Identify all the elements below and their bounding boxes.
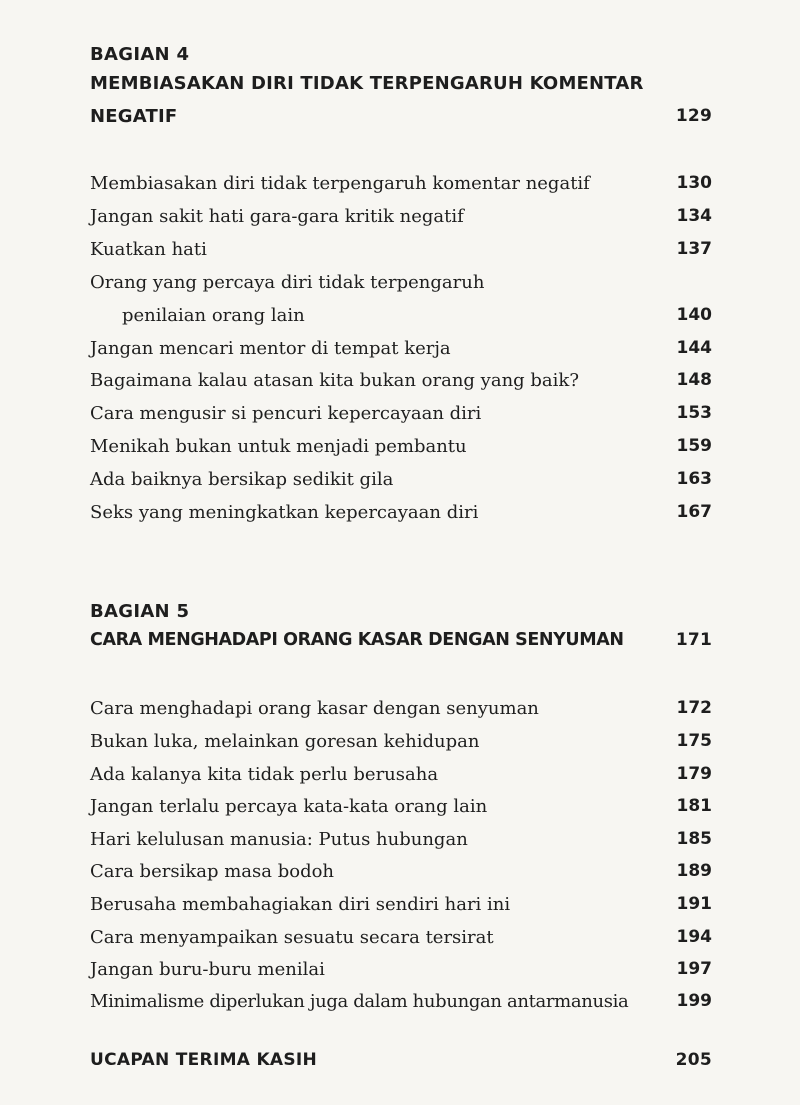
toc-entry[interactable] — [90, 332, 712, 365]
toc-entry-page: 163 — [676, 469, 712, 489]
toc-entry-title: Minimalisme diperlukan juga dalam hubungan antarmanusia — [90, 991, 629, 1012]
acknowledgements-entry[interactable] — [90, 1050, 712, 1070]
toc-entry-title: Cara menyampaikan sesuatu secara tersirat — [90, 927, 494, 948]
toc-entry-page: 148 — [676, 370, 712, 390]
toc-entry[interactable] — [90, 855, 712, 888]
toc-entry-page: 159 — [676, 436, 712, 456]
part-5-title — [90, 624, 712, 657]
part-4-title — [90, 67, 712, 133]
toc-entry[interactable] — [90, 953, 712, 986]
toc-entry-title: Jangan terlalu percaya kata-kata orang lain — [90, 796, 488, 817]
toc-entry-page: 130 — [676, 173, 712, 193]
part-4-page-number: 129 — [675, 106, 712, 126]
toc-entry-title: Bagaimana kalau atasan kita bukan orang yang baik? — [90, 370, 579, 391]
part-4-label: BAGIAN 4 — [90, 44, 190, 65]
toc-entry-title: Cara mengusir si pencuri kepercayaan diri — [90, 403, 482, 424]
toc-entry-page: 199 — [676, 991, 712, 1011]
toc-entry[interactable] — [90, 430, 712, 463]
toc-entry-page: 175 — [676, 731, 712, 751]
toc-entry-title: Jangan sakit hati gara-gara kritik negatif — [90, 206, 464, 227]
toc-entry[interactable] — [90, 823, 712, 856]
acknowledgements-title: UCAPAN TERIMA KASIH — [90, 1050, 318, 1070]
toc-entry[interactable] — [90, 888, 712, 921]
toc-entry[interactable] — [90, 397, 712, 430]
toc-entry-title: Membiasakan diri tidak terpengaruh komentar negatif — [90, 173, 590, 194]
toc-entry[interactable] — [90, 463, 712, 496]
toc-entry[interactable] — [90, 790, 712, 823]
toc-entry-title: Bukan luka, melainkan goresan kehidupan — [90, 731, 480, 752]
toc-entry[interactable] — [90, 233, 712, 266]
toc-entry[interactable] — [90, 692, 712, 725]
part-4-title-line-1: MEMBIASAKAN DIRI TIDAK TERPENGARUH KOMENTAR — [90, 73, 644, 94]
acknowledgements-page: 205 — [675, 1050, 712, 1070]
toc-entry-page: 185 — [676, 829, 712, 849]
toc-entry-page: 167 — [676, 502, 712, 522]
toc-entry-title-continued: penilaian orang lain — [122, 305, 305, 326]
toc-entry[interactable] — [90, 758, 712, 791]
toc-entry-page: 181 — [676, 796, 712, 816]
toc-entry-title: Ada baiknya bersikap sedikit gila — [90, 469, 394, 490]
part-4-title-line-2: NEGATIF — [90, 106, 178, 127]
toc-entry[interactable] — [90, 921, 712, 954]
toc-entry-page: 194 — [676, 927, 712, 947]
toc-entry-title: Seks yang meningkatkan kepercayaan diri — [90, 502, 479, 523]
part-5-label: BAGIAN 5 — [90, 601, 190, 622]
toc-entry-page: 144 — [676, 338, 712, 358]
toc-entry[interactable] — [90, 364, 712, 397]
toc-entry-title: Jangan mencari mentor di tempat kerja — [90, 338, 451, 359]
toc-entry-page: 179 — [676, 764, 712, 784]
toc-entry[interactable] — [90, 496, 712, 529]
toc-entry-title: Berusaha membahagiakan diri sendiri hari ini — [90, 894, 511, 915]
toc-entry-title: Kuatkan hati — [90, 239, 207, 260]
toc-entry-page: 191 — [676, 894, 712, 914]
part-5-title-text: CARA MENGHADAPI ORANG KASAR DENGAN SENYUMAN — [90, 630, 624, 650]
toc-entry-page: 189 — [676, 861, 712, 881]
toc-entry-page: 172 — [676, 698, 712, 718]
toc-entry[interactable] — [90, 985, 712, 1018]
toc-entry[interactable] — [90, 266, 712, 332]
toc-entry[interactable] — [90, 167, 712, 200]
toc-entry-title: Jangan buru-buru menilai — [90, 959, 325, 980]
toc-entry-title: Menikah bukan untuk menjadi pembantu — [90, 436, 467, 457]
toc-entry-title: Orang yang percaya diri tidak terpengaruh — [90, 272, 485, 293]
toc-entry-page: 137 — [676, 239, 712, 259]
toc-entry[interactable] — [90, 200, 712, 233]
part-5-page-number: 171 — [675, 630, 712, 650]
toc-entry[interactable] — [90, 725, 712, 758]
toc-entry-title: Cara bersikap masa bodoh — [90, 861, 335, 882]
toc-entry-page: 197 — [676, 959, 712, 979]
toc-entry-title: Hari kelulusan manusia: Putus hubungan — [90, 829, 468, 850]
toc-entry-page: 140 — [676, 305, 712, 325]
toc-entry-title: Cara menghadapi orang kasar dengan senyuman — [90, 698, 539, 719]
toc-entry-page: 134 — [676, 206, 712, 226]
toc-entry-page: 153 — [676, 403, 712, 423]
toc-entry-title: Ada kalanya kita tidak perlu berusaha — [90, 764, 439, 785]
